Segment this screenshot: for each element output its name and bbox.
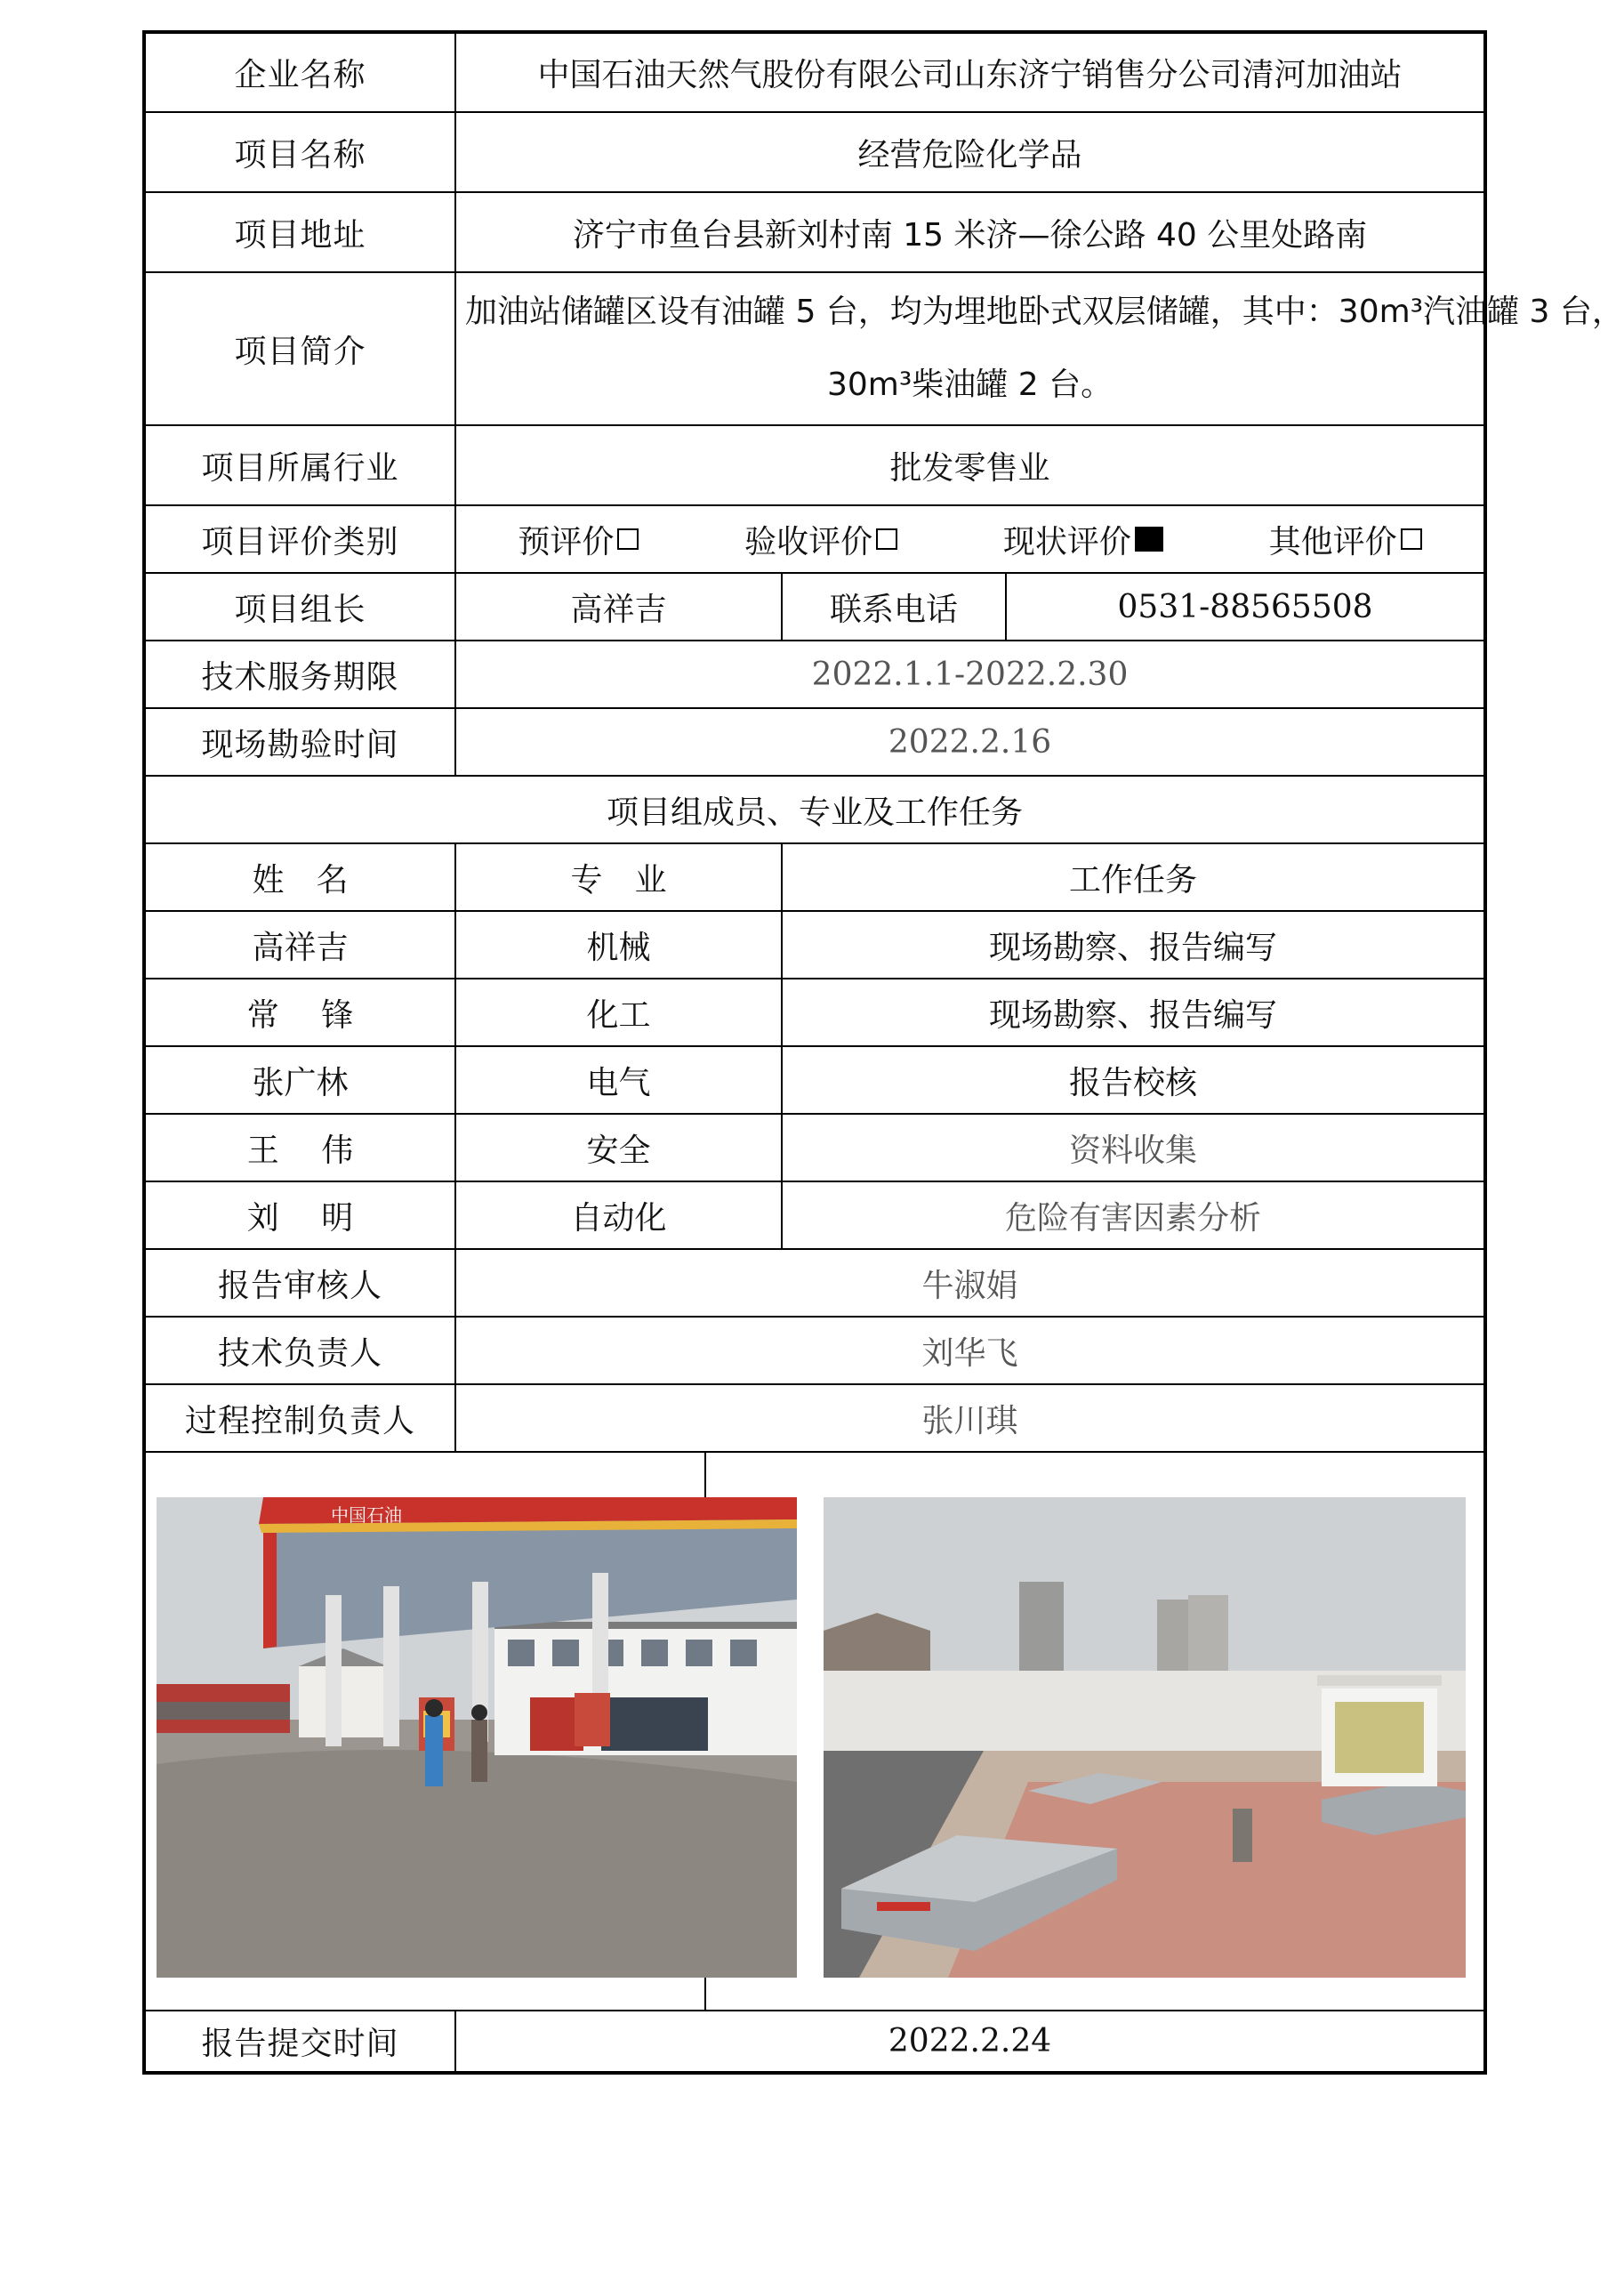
member-major: 化工 [455,979,782,1046]
checked-checkbox-icon [1135,527,1163,552]
project-name-value: 经营危险化学品 [455,112,1485,192]
industry-label: 项目所属行业 [144,425,455,505]
member-task: 资料收集 [782,1114,1485,1181]
option-pre-evaluation-label: 预评价 [518,523,615,560]
service-period-label: 技术服务期限 [144,641,455,708]
team-row [144,1046,1485,1114]
team-header-task: 工作任务 [782,843,1485,911]
submit-value: 2022.2.24 [455,2011,1485,2073]
option-status-evaluation[interactable] [1003,517,1163,562]
phone-value: 0531-88565508 [1006,573,1485,641]
team-row [144,1114,1485,1181]
gas-station-illustration [157,1497,797,1978]
category-label: 项目评价类别 [144,505,455,573]
member-name: 高祥吉 [144,911,455,979]
member-name: 常 锋 [144,979,455,1046]
member-task: 报告校核 [782,1046,1485,1114]
intro-value [455,272,1624,425]
member-task: 现场勘察、报告编写 [782,979,1485,1046]
option-other-evaluation[interactable] [1269,517,1422,562]
option-status-evaluation-label: 现状评价 [1002,523,1131,560]
unchecked-checkbox-icon [617,528,639,550]
team-header-major: 专 业 [455,843,782,911]
member-major: 自动化 [455,1181,782,1249]
reviewer-value: 牛淑娟 [455,1249,1485,1317]
member-major: 电气 [455,1046,782,1114]
team-row [144,911,1485,979]
submit-label: 报告提交时间 [144,2011,455,2073]
tech-lead-value: 刘华飞 [455,1317,1485,1384]
team-title: 项目组成员、专业及工作任务 [144,776,1485,843]
team-row [144,979,1485,1046]
intro-label: 项目简介 [144,272,455,425]
reviewer-label: 报告审核人 [144,1249,455,1317]
intro-line-2: 30m³柴油罐 2 台。 [826,367,1113,403]
tank-area-illustration [824,1497,1466,1978]
team-row [144,1181,1485,1249]
option-pre-evaluation[interactable] [518,517,639,562]
process-lead-label: 过程控制负责人 [144,1384,455,1452]
tank-area-photo [824,1497,1466,1978]
service-period-value: 2022.1.1-2022.2.30 [455,641,1485,708]
company-label: 企业名称 [144,32,455,112]
project-name-label: 项目名称 [144,112,455,192]
gas-station-photo [157,1497,797,1978]
tech-lead-label: 技术负责人 [144,1317,455,1384]
member-name: 张广林 [144,1046,455,1114]
member-task: 危险有害因素分析 [782,1181,1485,1249]
category-options [455,505,1485,573]
member-name: 刘 明 [144,1181,455,1249]
team-header-name: 姓 名 [144,843,455,911]
unchecked-checkbox-icon [1401,528,1422,550]
member-task: 现场勘察、报告编写 [782,911,1485,979]
address-value: 济宁市鱼台县新刘村南 15 米济—徐公路 40 公里处路南 [455,192,1485,272]
survey-time-label: 现场勘验时间 [144,708,455,776]
member-name: 王 伟 [144,1114,455,1181]
intro-line-1: 加油站储罐区设有油罐 5 台，均为埋地卧式双层储罐，其中：30m³汽油罐 3 台， [465,294,1624,330]
member-major: 机械 [455,911,782,979]
leader-value: 高祥吉 [455,573,782,641]
option-other-evaluation-label: 其他评价 [1268,523,1397,560]
petrochina-sign-text: 中国石油 [331,1504,402,1526]
leader-label: 项目组长 [144,573,455,641]
phone-label: 联系电话 [782,573,1006,641]
option-acceptance-evaluation[interactable] [744,517,897,562]
option-acceptance-evaluation-label: 验收评价 [744,523,873,560]
unchecked-checkbox-icon [876,528,897,550]
process-lead-value: 张川琪 [455,1384,1485,1452]
industry-value: 批发零售业 [455,425,1485,505]
company-value: 中国石油天然气股份有限公司山东济宁销售分公司清河加油站 [455,32,1485,112]
member-major: 安全 [455,1114,782,1181]
address-label: 项目地址 [144,192,455,272]
survey-time-value: 2022.2.16 [455,708,1485,776]
